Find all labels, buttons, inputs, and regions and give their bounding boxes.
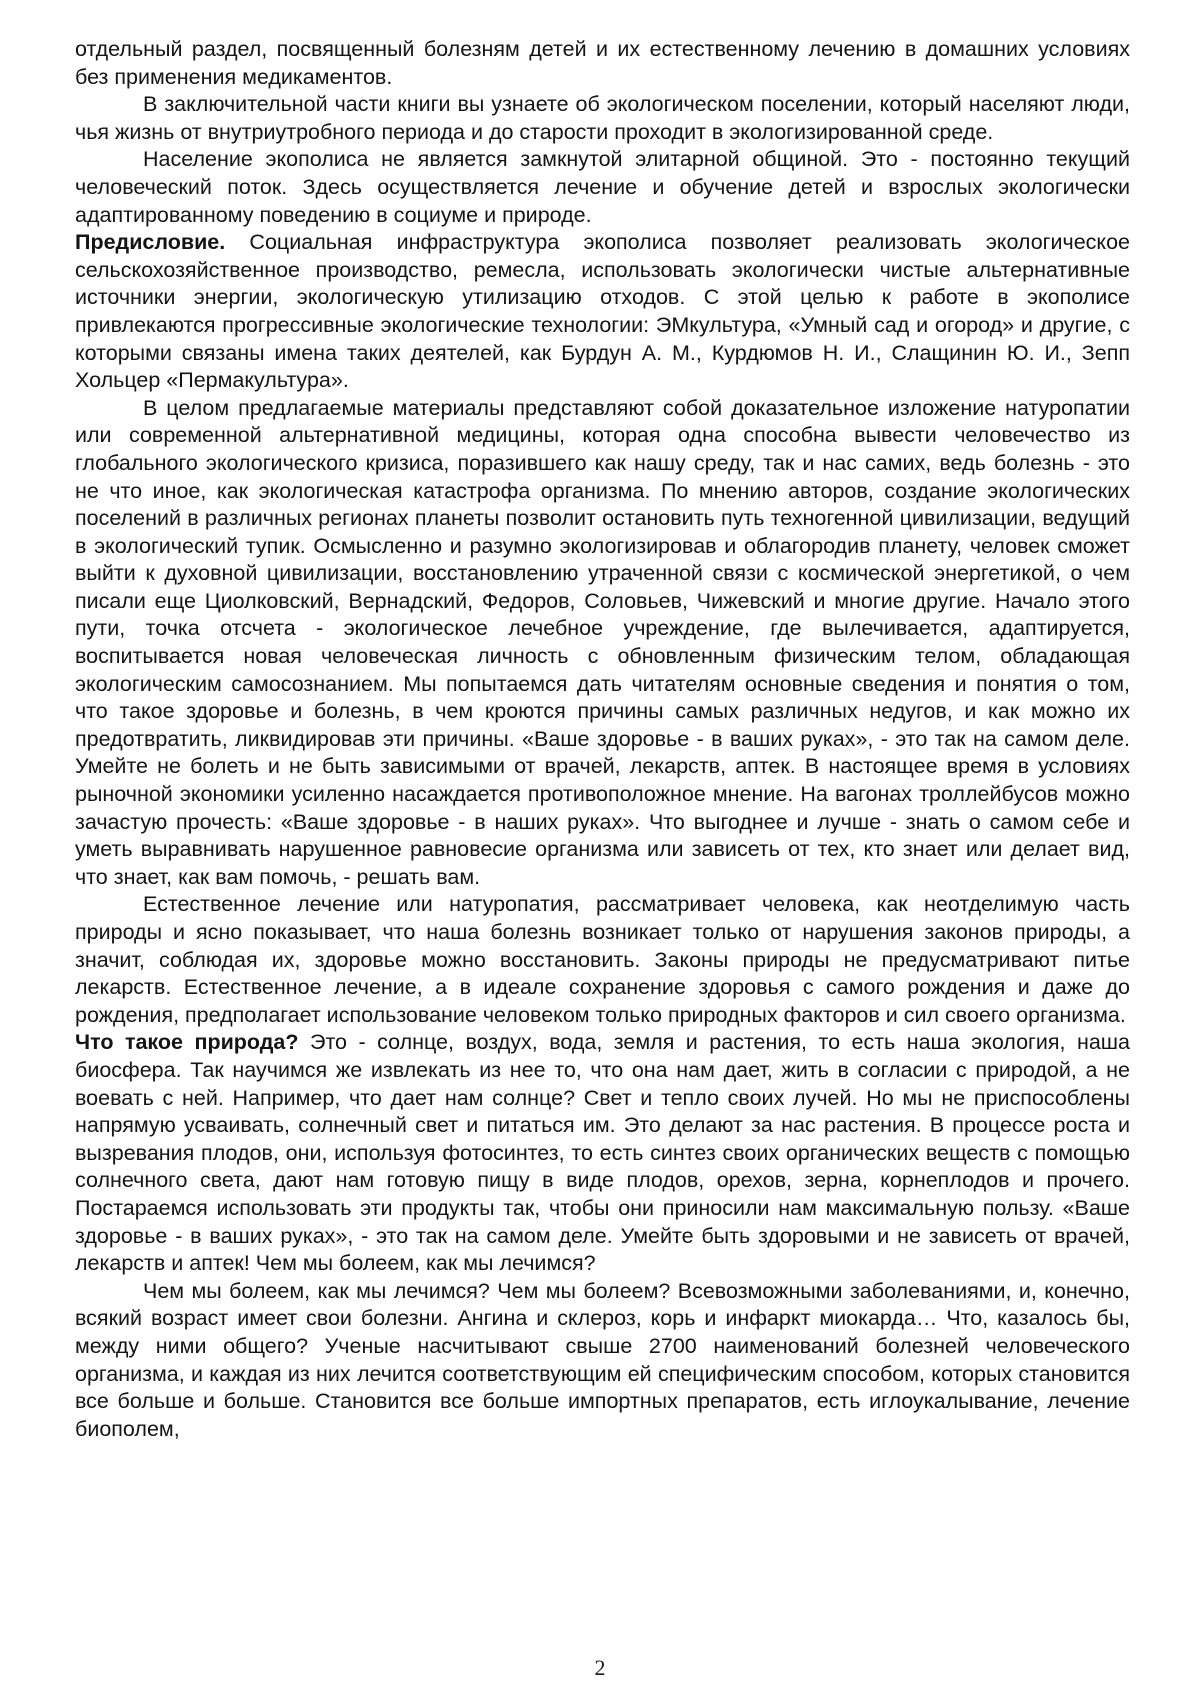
paragraph-eco-settlement: В заключительной части книги вы узнаете об экологическом поселении, который населяют люди, чья жизнь от внутриутробного периода и до старости проходит в экологизированной среде. <box>75 92 1130 144</box>
preface-text: Социальная инфраструктура экополиса позволяет реализовать экологическое сельскохозяйственное производство, ремесла, использовать экологически чистые альтернативные источники энергии, экологическую утилизацию отходов. С этой целью к работе в экополисе привлекаются прогрессивные экологические технологии: ЭМкультура, «Умный сад и огород» и другие, с которыми связаны имена таких деятелей, как Бурдун А. М., Курдюмов Н. И., Слащинин Ю. И., Зепп Хольцер «Пермакультура». <box>75 230 1130 393</box>
paragraph-ecopolis-population: Население экополиса не является замкнутой элитарной общиной. Это - постоянно текущий человеческий поток. Здесь осуществляется лечение и обучение детей и взрослых экологически адаптированному поведению в социуме и природе. <box>75 147 1130 227</box>
document-page <box>75 36 1130 1443</box>
preface-heading: Предисловие. <box>75 230 226 255</box>
what-is-nature-heading: Что такое природа? <box>75 1030 299 1055</box>
page-number: 2 <box>594 1655 606 1680</box>
paragraph-natural-healing: Естественное лечение или натуропатия, рассматривает человека, как неотделимую часть природы и ясно показывает, что наша болезнь возникает только от нарушения законов природы, а значит, соблюдая их, здоровье можно восстановить. Законы природы не предусматривают питье лекарств. Естественное лечение, а в идеале сохранение здоровья с самого рождения и даже до рождения, предполагает использование человеком только природных факторов и сил своего организма. <box>75 892 1130 1027</box>
paragraph-what-is-nature <box>75 1029 1130 1277</box>
paragraph-intro-continued: отдельный раздел, посвященный болезням детей и их естественному лечению в домашних условиях без применения медикаментов. <box>75 37 1130 89</box>
paragraph-preface <box>75 229 1130 395</box>
paragraph-diseases: Чем мы болеем, как мы лечимся? Чем мы болеем? Всевозможными заболеваниями, и, конечно, всякий возраст имеет свои болезни. Ангина и склероз, корь и инфаркт миокарда… Что, казалось бы, между ними общего? Ученые насчитывают свыше 2700 наименований болезней человеческого организма, и каждая из них лечится соответствующим ей специфическим способом, которых становится все больше и больше. Становится все больше импортных препаратов, есть иглоукалывание, лечение биополем, <box>75 1278 1130 1441</box>
what-is-nature-text: Это - солнце, воздух, вода, земля и растения, то есть наша экология, наша биосфера. Так научимся же извлекать из нее то, что она нам дает, жить в согласии с природой, а не воевать с ней. Например, что дает нам солнце? Свет и тепло своих лучей. Но мы не приспособлены напрямую усваивать, солнечный свет и питаться им. Это делают за нас растения. В процессе роста и вызревания плодов, они, используя фотосинтез, то есть синтез своих органических веществ с помощью солнечного света, дают нам готовую пищу в виде плодов, орехов, зерна, корнеплодов и прочего. Постараемся использовать эти продукты так, чтобы они приносили нам максимальную пользу. «Ваше здоровье - в ваших руках», - это так на самом деле. Умейте быть здоровыми и не зависеть от врачей, лекарств и аптек! Чем мы болеем, как мы лечимся? <box>75 1030 1131 1276</box>
paragraph-naturopathy-overview: В целом предлагаемые материалы представляют собой доказательное изложение натуропатии или современной альтернативной медицины, которая одна способна вывести человечество из глобального экологического кризиса, поразившего как нашу среду, так и нас самих, ведь болезнь - это не что иное, как экологическая катастрофа организма. По мнению авторов, создание экологических поселений в различных регионах планеты позволит остановить путь техногенной цивилизации, ведущий в экологический тупик. Осмысленно и разумно экологизировав и облагородив планету, человек сможет выйти к духовной цивилизации, восстановлению утраченной связи с космической энергетикой, о чем писали еще Циолковский, Вернадский, Федоров, Соловьев, Чижевский и многие другие. Начало этого пути, точка отсчета - экологическое лечебное учреждение, где вылечивается, адаптируется, воспитывается новая человеческая личность с обновленным физическим телом, обладающая экологическим самосознанием. Мы попытаемся дать читателям основные сведения и понятия о том, что такое здоровье и болезнь, в чем кроются причины самых различных недугов, и как можно их предотвратить, ликвидировав эти причины. «Ваше здоровье - в ваших руках», - это так на самом деле. Умейте не болеть и не быть зависимыми от врачей, лекарств, аптек. В настоящее время в условиях рыночной экономики усиленно насаждается противоположное мнение. На вагонах троллейбусов можно зачастую прочесть: «Ваше здоровье - в наших руках». Что выгоднее и лучше - знать о самом себе и уметь выравнивать нарушенное равновесие организма или зависеть от тех, кто знает или делает вид, что знает, как вам помочь, - решать вам. <box>75 395 1130 889</box>
